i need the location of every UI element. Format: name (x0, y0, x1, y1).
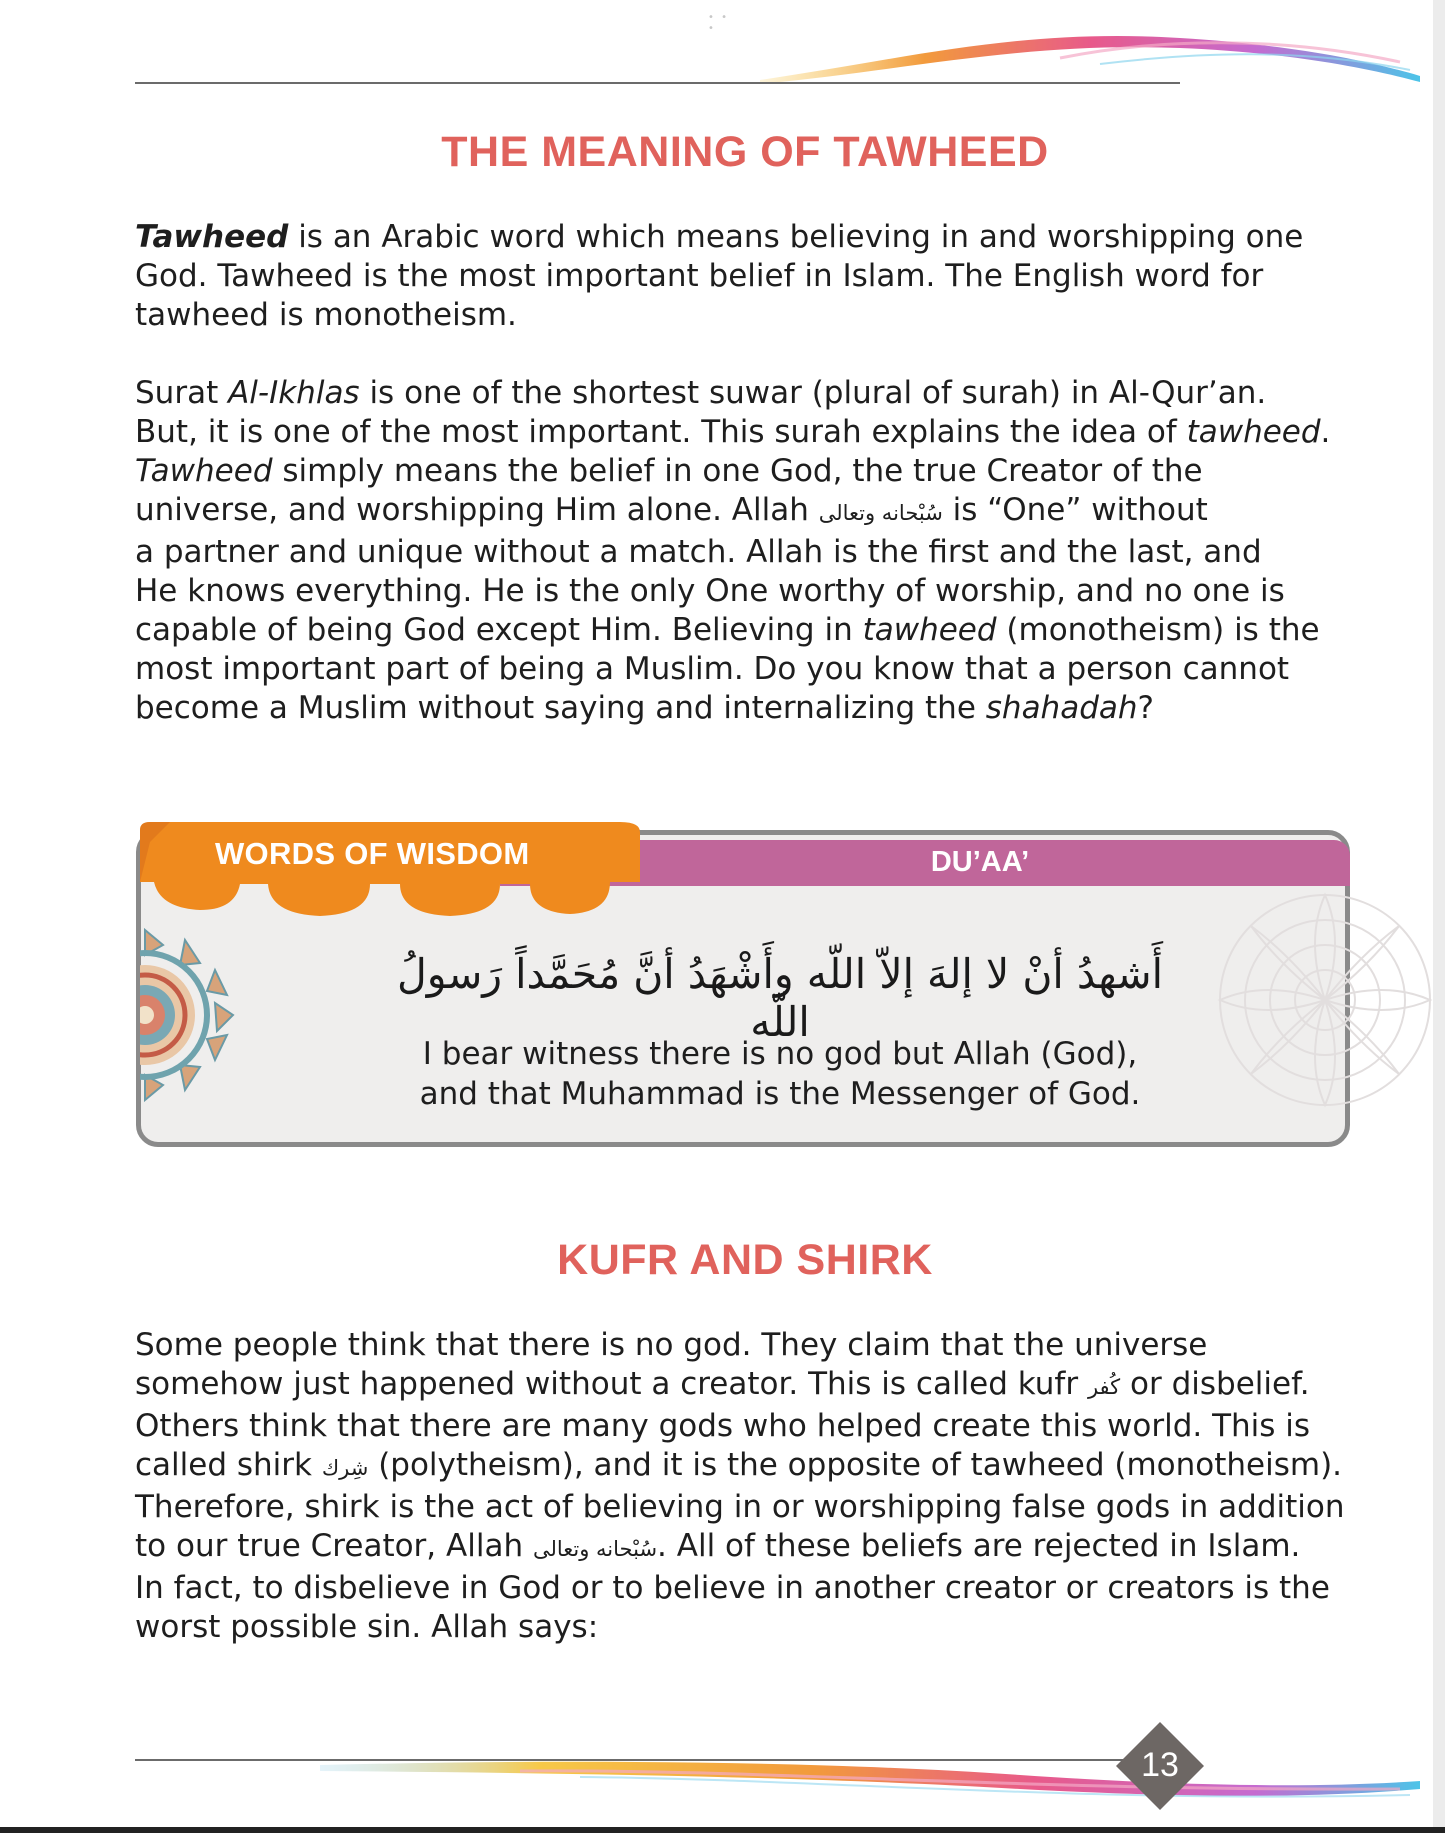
arabic-honorific: سُبْحانه وتعالى (818, 501, 943, 525)
section-title-tawheed: THE MEANING OF TAWHEED (441, 128, 1049, 176)
paragraph-tawheed-definition: Tawheed is an Arabic word which means believing in and worshipping one God. Tawheed is the most important belief in Islam. The English word for tawheed is monotheism. (135, 219, 1304, 333)
mandala-ornament-icon (140, 925, 236, 1105)
words-of-wisdom-label: WORDS OF WISDOM (215, 836, 530, 871)
bottom-bar (0, 1827, 1445, 1833)
duaa-label: DU’AA’ (930, 846, 1030, 878)
bottom-swoosh-decoration (320, 1755, 1420, 1815)
paragraph-kufr-shirk: Some people think that there is no god. They claim that the universe somehow just happened without a creator. This is called kufr كُفر or disbelief. Others think that there are many gods who helped create this world. This is called shirk شِرك (polytheism), and it is the opposite of tawheed (monotheism). Therefore, shirk is the act of believing in or worshipping false gods in addition to our true Creator, Allah سُبْحانه وتعالى. All of these beliefs are rejected in Islam. In fact, to disbelieve in God or to believe in another creator or creators is the worst possible sin. Allah says: (135, 1327, 1345, 1645)
mandala-watermark-icon (1205, 880, 1435, 1120)
drag-handle-icon[interactable]: • • • (708, 12, 729, 34)
paragraph-al-ikhlas: Surat Al-Ikhlas is one of the shortest suwar (plural of surah) in Al-Qur’an. But, it is one of the most important. This surah explains the idea of tawheed. Tawheed simply means the belief in one God, the true Creator of the universe, and worshipping Him alone. Allah سُبْحانه وتعالى is “One” without a partner and unique without a match. Allah is the first and the last, and He knows everything. He is the only One worthy of worship, and no one is capable of being God except Him. Believing in tawheed (monotheism) is the most important part of being a Muslim. Do you know that a person cannot become a Muslim without saying and internalizing the shahadah? (135, 375, 1331, 726)
right-scroll-edge[interactable] (1433, 0, 1445, 1833)
top-rule (135, 82, 1180, 84)
duaa-translation: I bear witness there is no god but Allah (God), and that Muhammad is the Messenger of God. (419, 1036, 1141, 1112)
arabic-kufr: كُفر (1087, 1375, 1121, 1399)
term-tawheed: Tawheed (135, 219, 289, 255)
section-title-kufr-shirk: KUFR AND SHIRK (557, 1236, 933, 1284)
arabic-shirk: شِرك (321, 1456, 369, 1480)
arabic-honorific: سُبْحانه وتعالى (532, 1537, 658, 1561)
page-number: 13 (1141, 1746, 1179, 1784)
top-swoosh-decoration (760, 18, 1420, 88)
duaa-arabic-text: أَشهدُ أنْ لا إلهَ إلاّ اللّه وأَشْهَدُ أنَّ مُحَمَّداً رَسولُ اللّه (396, 950, 1164, 1046)
